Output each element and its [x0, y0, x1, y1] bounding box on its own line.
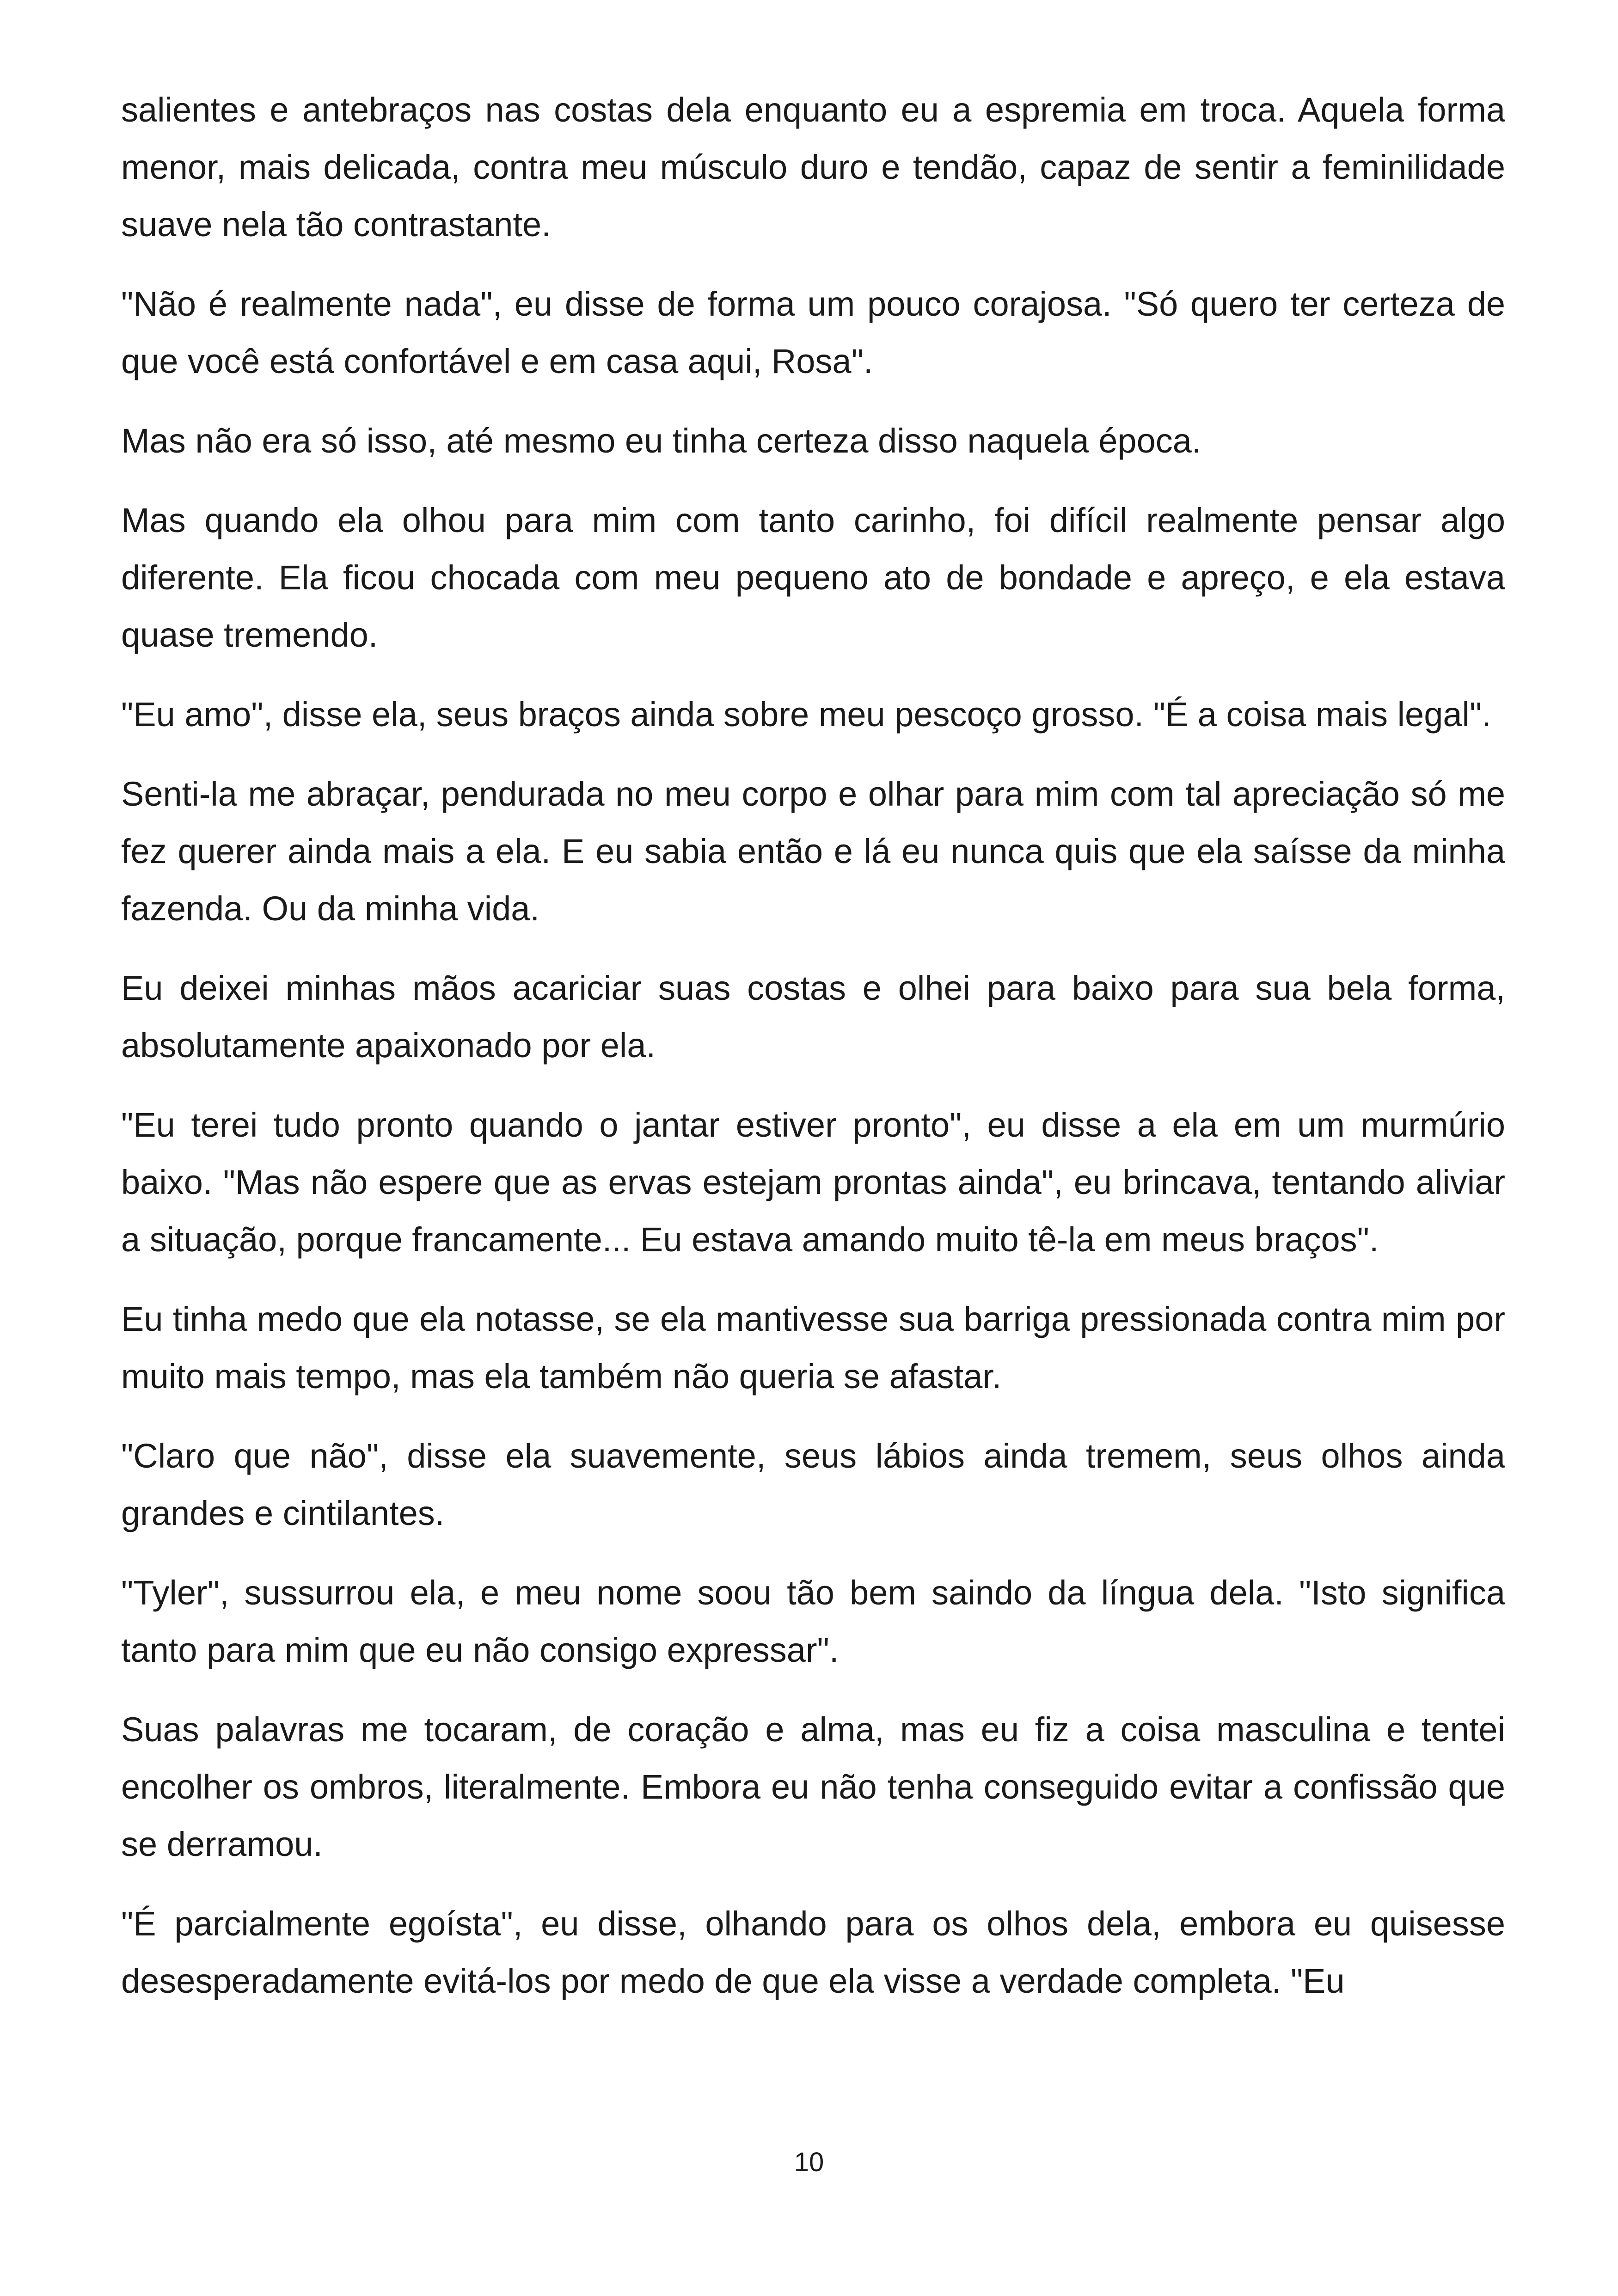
paragraph: Mas quando ela olhou para mim com tanto carinho, foi difícil realmente pensar algo diferente. Ela ficou chocada com meu pequeno ato de bondade e apreço, e ela estava quase tremendo. [121, 501, 1505, 654]
paragraph: Senti-la me abraçar, pendurada no meu corpo e olhar para mim com tal apreciação só me fez querer ainda mais a ela. E eu sabia então e lá eu nunca quis que ela saísse da minha fazenda. Ou da minha vida. [121, 775, 1505, 928]
paragraph: "Claro que não", disse ela suavemente, seus lábios ainda tremem, seus olhos ainda grandes e cintilantes. [121, 1437, 1505, 1532]
paragraph: "Não é realmente nada", eu disse de forma um pouco corajosa. "Só quero ter certeza de que você está confortável e em casa aqui, Rosa". [121, 285, 1505, 380]
paragraph: Mas não era só isso, até mesmo eu tinha certeza disso naquela época. [121, 422, 1201, 460]
body-text [121, 81, 1505, 2032]
paragraph: Eu tinha medo que ela notasse, se ela mantivesse sua barriga pressionada contra mim por muito mais tempo, mas ela também não queria se afastar. [121, 1300, 1505, 1396]
paragraph: "Eu terei tudo pronto quando o jantar estiver pronto", eu disse a ela em um murmúrio baixo. "Mas não espere que as ervas estejam prontas ainda", eu brincava, tentando aliviar a situação, porque francamente... Eu estava amando muito tê-la em meus braços". [121, 1106, 1505, 1259]
paragraph: "É parcialmente egoísta", eu disse, olhando para os olhos dela, embora eu quisesse desesperadamente evitá-los por medo de que ela visse a verdade completa. "Eu [121, 1904, 1505, 2000]
paragraph: "Tyler", sussurrou ela, e meu nome soou tão bem saindo da língua dela. "Isto significa tanto para mim que eu não consigo expressar". [121, 1574, 1505, 1669]
paragraph: Eu deixei minhas mãos acariciar suas costas e olhei para baixo para sua bela forma, absolutamente apaixonado por ela. [121, 969, 1505, 1065]
paragraph: "Eu amo", disse ela, seus braços ainda sobre meu pescoço grosso. "É a coisa mais legal". [121, 695, 1491, 734]
page-number: 10 [794, 2147, 824, 2177]
paragraph: Suas palavras me tocaram, de coração e alma, mas eu fiz a coisa masculina e tentei encolher os ombros, literalmente. Embora eu não tenha conseguido evitar a confissão que se derramou. [121, 1710, 1505, 1863]
paragraph: salientes e antebraços nas costas dela enquanto eu a espremia em troca. Aquela forma menor, mais delicada, contra meu músculo duro e tendão, capaz de sentir a feminilidade suave nela tão contrastante. [121, 91, 1505, 244]
